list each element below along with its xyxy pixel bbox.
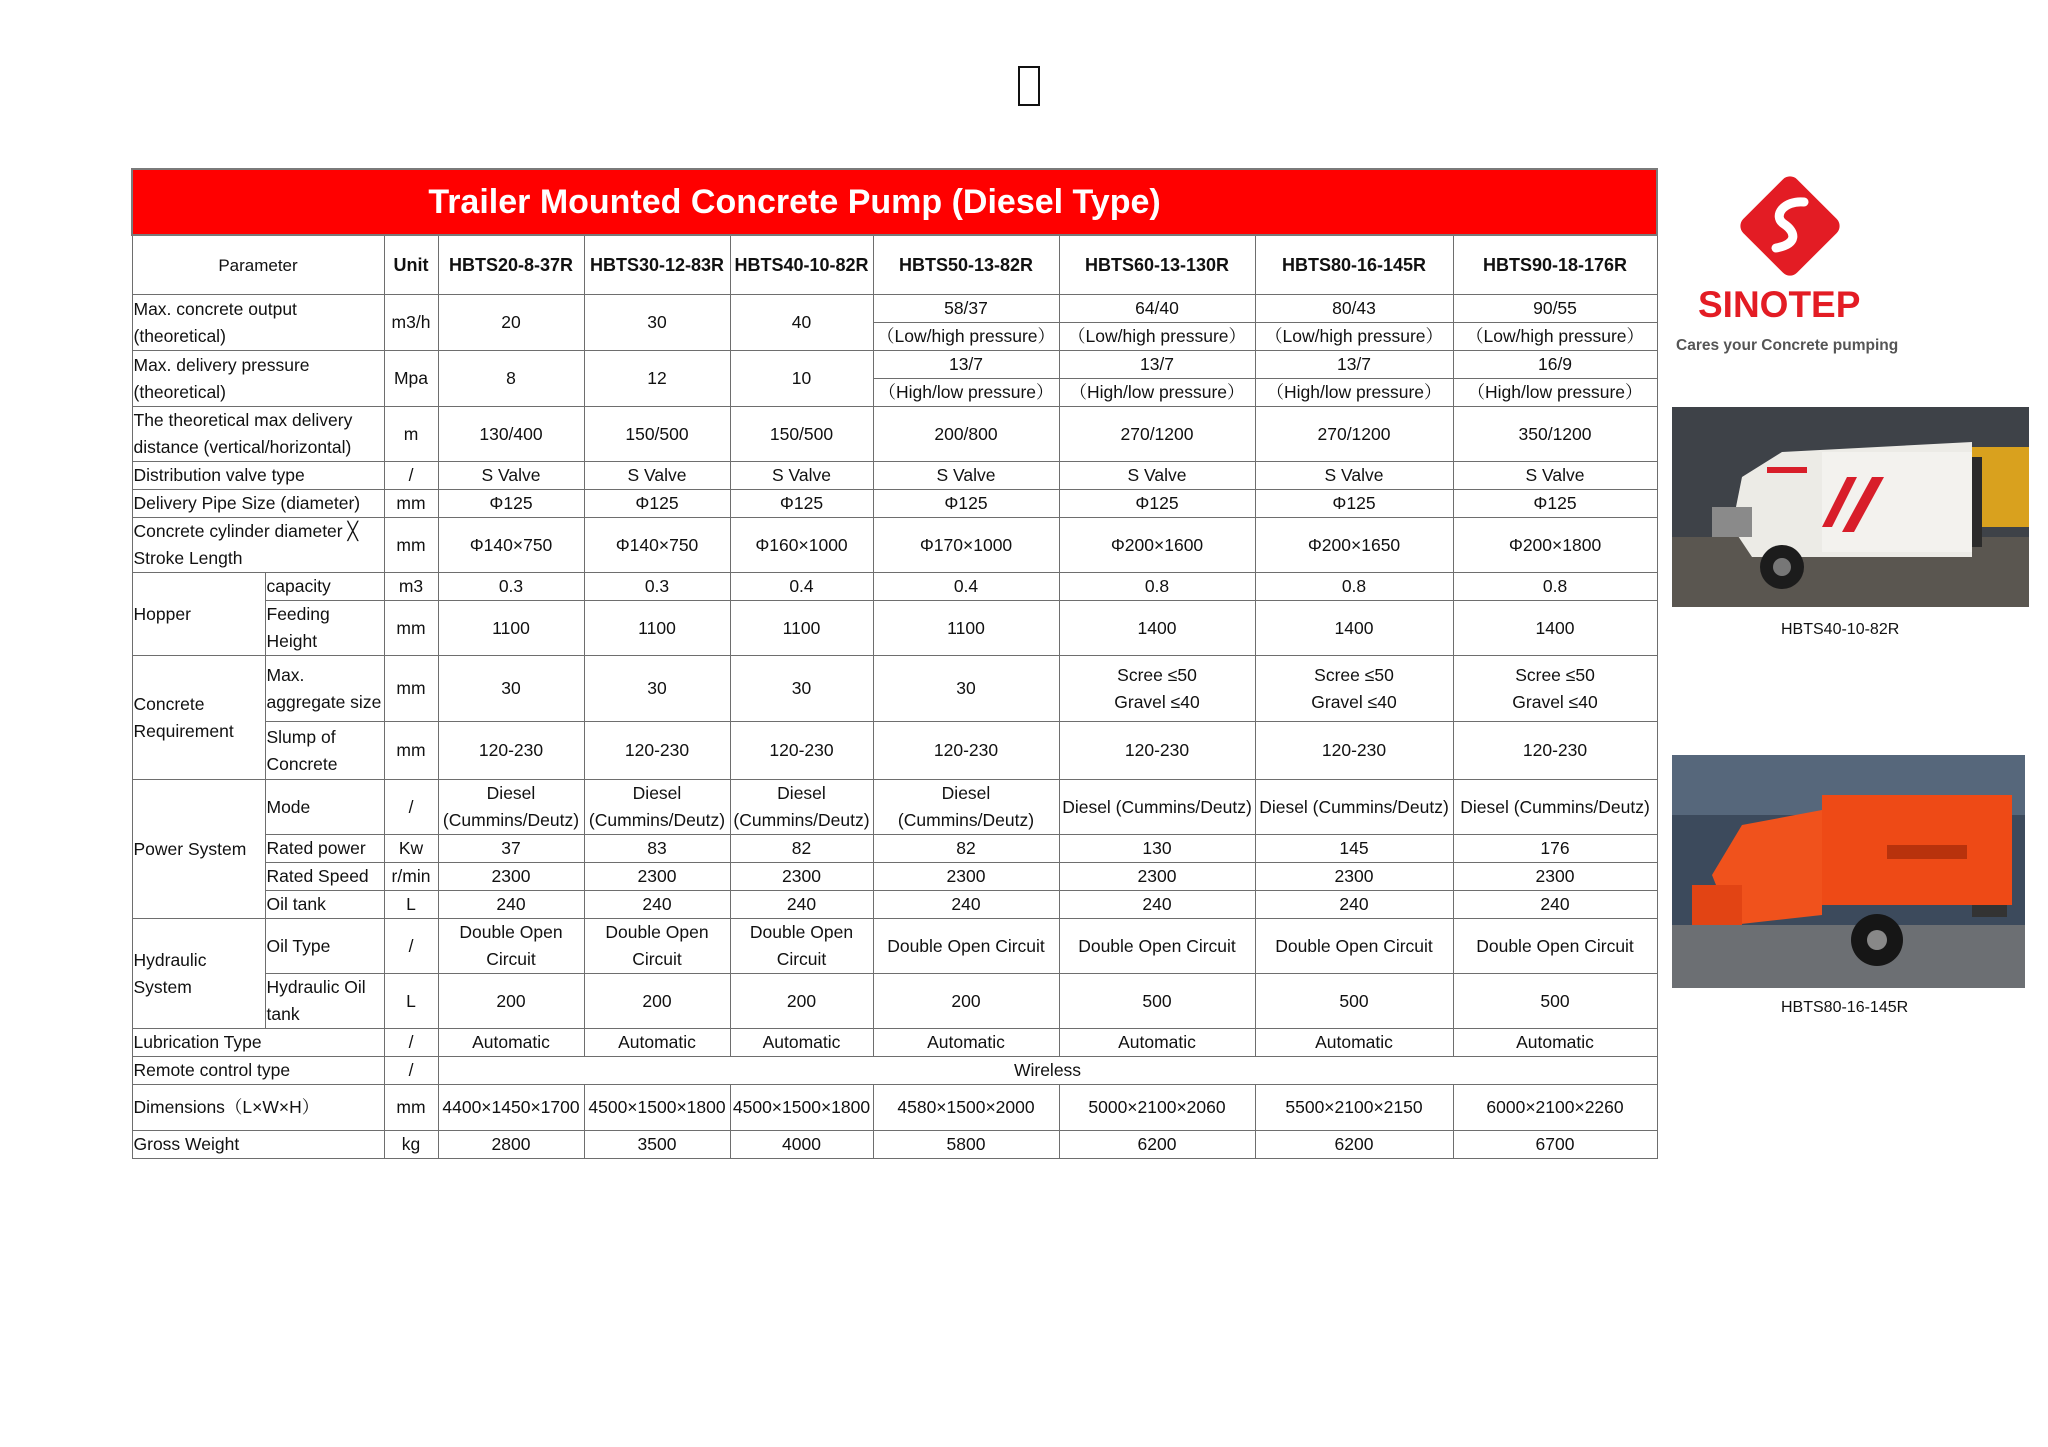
table-cell: Φ125: [438, 490, 584, 518]
table-cell: Φ170×1000: [873, 518, 1059, 573]
table-cell: 1100: [438, 601, 584, 656]
table-cell: S Valve: [730, 462, 873, 490]
table-cell: 6200: [1059, 1131, 1255, 1159]
table-cell: Diesel (Cummins/Deutz): [1255, 780, 1453, 835]
table-cell: 6000×2100×2260: [1453, 1085, 1657, 1131]
table-cell: 350/1200: [1453, 407, 1657, 462]
sinotep-logo-icon: [1672, 172, 1912, 358]
table-cell: 200: [584, 974, 730, 1029]
table-cell: 1100: [730, 601, 873, 656]
table-cell: （High/low pressure）: [1059, 379, 1255, 407]
unit-cell: /: [384, 1029, 438, 1057]
table-cell: 2300: [584, 863, 730, 891]
header-unit: Unit: [384, 235, 438, 295]
row-label: Feeding Height: [265, 601, 384, 656]
table-row: [132, 974, 1657, 1029]
table-cell: Double Open Circuit: [1453, 919, 1657, 974]
table-cell: Double Open Circuit: [1255, 919, 1453, 974]
table-cell: 2300: [1059, 863, 1255, 891]
table-cell: Φ125: [730, 490, 873, 518]
table-cell: （High/low pressure）: [873, 379, 1059, 407]
table-cell: 5500×2100×2150: [1255, 1085, 1453, 1131]
table-cell: （High/low pressure）: [1255, 379, 1453, 407]
table-cell: Diesel (Cummins/Deutz): [438, 780, 584, 835]
table-cell: 2300: [1255, 863, 1453, 891]
gravel-value: Gravel ≤40: [1512, 691, 1598, 712]
table-cell: 200: [730, 974, 873, 1029]
row-label: Oil Type: [265, 919, 384, 974]
table-cell: 58/37: [873, 295, 1059, 323]
unit-cell: m3/h: [384, 295, 438, 351]
table-cell: 30: [438, 656, 584, 722]
table-cell: 200/800: [873, 407, 1059, 462]
table-cell: （Low/high pressure）: [1059, 323, 1255, 351]
table-cell: [1255, 656, 1453, 722]
table-cell: Diesel (Cummins/Deutz): [584, 780, 730, 835]
table-cell: Automatic: [438, 1029, 584, 1057]
table-cell: 90/55: [1453, 295, 1657, 323]
table-cell: 4400×1450×1700: [438, 1085, 584, 1131]
unit-cell: mm: [384, 656, 438, 722]
table-cell: 150/500: [730, 407, 873, 462]
table-cell: 1400: [1255, 601, 1453, 656]
table-cell: 240: [438, 891, 584, 919]
table-cell: Double Open Circuit: [438, 919, 584, 974]
row-label: Oil tank: [265, 891, 384, 919]
table-cell: 64/40: [1059, 295, 1255, 323]
table-cell: 12: [584, 351, 730, 407]
table-cell: 10: [730, 351, 873, 407]
table-row: [132, 722, 1657, 780]
table-row: [132, 891, 1657, 919]
table-cell: （Low/high pressure）: [873, 323, 1059, 351]
table-cell: 1400: [1453, 601, 1657, 656]
row-label: Hydraulic Oil tank: [265, 974, 384, 1029]
table-cell: S Valve: [1059, 462, 1255, 490]
table-cell: 0.8: [1059, 573, 1255, 601]
table-cell: 120-230: [873, 722, 1059, 780]
table-cell: 13/7: [873, 351, 1059, 379]
table-cell: 500: [1255, 974, 1453, 1029]
table-cell: Φ125: [1453, 490, 1657, 518]
table-row: [132, 1057, 1657, 1085]
unit-cell: mm: [384, 490, 438, 518]
table-cell: Φ140×750: [438, 518, 584, 573]
table-cell: 130: [1059, 835, 1255, 863]
table-row: [132, 601, 1657, 656]
table-cell: 240: [1453, 891, 1657, 919]
table-cell: 120-230: [730, 722, 873, 780]
row-label: Gross Weight: [132, 1131, 384, 1159]
unit-cell: r/min: [384, 863, 438, 891]
table-cell: 8: [438, 351, 584, 407]
table-cell: 130/400: [438, 407, 584, 462]
table-cell: Automatic: [1255, 1029, 1453, 1057]
brand-name: SINOTEP: [1698, 284, 1861, 325]
unit-cell: Kw: [384, 835, 438, 863]
table-cell: 240: [584, 891, 730, 919]
row-label: Remote control type: [132, 1057, 384, 1085]
table-cell: 240: [1255, 891, 1453, 919]
table-cell: 6200: [1255, 1131, 1453, 1159]
table-cell: Φ125: [1255, 490, 1453, 518]
table-cell: 2300: [873, 863, 1059, 891]
table-cell: S Valve: [584, 462, 730, 490]
table-cell: 80/43: [1255, 295, 1453, 323]
table-cell: 3500: [584, 1131, 730, 1159]
group-label: Power System: [132, 780, 265, 919]
table-cell: 30: [730, 656, 873, 722]
table-cell: 4000: [730, 1131, 873, 1159]
scree-value: Scree ≤50: [1314, 664, 1394, 685]
row-label: Max. aggregate size: [265, 656, 384, 722]
table-cell: Diesel (Cummins/Deutz): [873, 780, 1059, 835]
table-cell: [1453, 656, 1657, 722]
table-cell: 145: [1255, 835, 1453, 863]
table-cell: Automatic: [584, 1029, 730, 1057]
table-cell: 500: [1059, 974, 1255, 1029]
table-row: [132, 351, 1657, 379]
table-row: [132, 462, 1657, 490]
table-cell: 2800: [438, 1131, 584, 1159]
table-cell: 200: [873, 974, 1059, 1029]
missing-glyph-icon: [1018, 66, 1040, 106]
table-cell: Diesel (Cummins/Deutz): [730, 780, 873, 835]
table-cell: Φ140×750: [584, 518, 730, 573]
header-model: HBTS30-12-83R: [584, 235, 730, 295]
table-cell: 0.4: [873, 573, 1059, 601]
table-row: [132, 518, 1657, 573]
table-row: [132, 407, 1657, 462]
table-cell: Φ160×1000: [730, 518, 873, 573]
table-cell: 240: [1059, 891, 1255, 919]
unit-cell: L: [384, 891, 438, 919]
brand-tagline: Cares your Concrete pumping: [1676, 337, 1899, 354]
table-row: [132, 573, 1657, 601]
table-cell: 13/7: [1255, 351, 1453, 379]
table-row: [132, 656, 1657, 722]
header-parameter: Parameter: [132, 235, 384, 295]
unit-cell: /: [384, 919, 438, 974]
trailer-pump-orange-image: [1672, 755, 2025, 988]
table-cell: 2300: [730, 863, 873, 891]
table-cell: 5000×2100×2060: [1059, 1085, 1255, 1131]
table-row: [132, 863, 1657, 891]
unit-cell: m: [384, 407, 438, 462]
table-cell: 500: [1453, 974, 1657, 1029]
table-cell: Φ200×1600: [1059, 518, 1255, 573]
unit-cell: /: [384, 780, 438, 835]
table-cell: 2300: [1453, 863, 1657, 891]
table-cell: [1059, 656, 1255, 722]
table-cell: S Valve: [1255, 462, 1453, 490]
table-cell: 20: [438, 295, 584, 351]
table-row: [132, 295, 1657, 323]
table-cell: 0.3: [584, 573, 730, 601]
unit-cell: L: [384, 974, 438, 1029]
row-label: Dimensions（L×W×H）: [132, 1085, 384, 1131]
row-label: Rated Speed: [265, 863, 384, 891]
table-cell: S Valve: [873, 462, 1059, 490]
table-cell: 120-230: [1255, 722, 1453, 780]
table-cell: 13/7: [1059, 351, 1255, 379]
row-label: Max. delivery pressure (theoretical): [132, 351, 384, 407]
table-cell: Double Open Circuit: [584, 919, 730, 974]
table-cell: 30: [584, 656, 730, 722]
header-model: HBTS90-18-176R: [1453, 235, 1657, 295]
table-cell: Φ200×1800: [1453, 518, 1657, 573]
table-cell: Double Open Circuit: [730, 919, 873, 974]
table-cell: 4580×1500×2000: [873, 1085, 1059, 1131]
table-cell: 1400: [1059, 601, 1255, 656]
table-cell: 30: [584, 295, 730, 351]
table-cell: Automatic: [873, 1029, 1059, 1057]
table-cell: Φ125: [1059, 490, 1255, 518]
table-cell: Automatic: [1059, 1029, 1255, 1057]
table-row: [132, 1085, 1657, 1131]
table-cell: 120-230: [438, 722, 584, 780]
table-cell: Φ125: [584, 490, 730, 518]
photo-caption: HBTS80-16-145R: [1781, 999, 1909, 1016]
unit-cell: mm: [384, 601, 438, 656]
table-cell: 16/9: [1453, 351, 1657, 379]
unit-cell: /: [384, 1057, 438, 1085]
table-cell: 0.3: [438, 573, 584, 601]
table-cell: 5800: [873, 1131, 1059, 1159]
unit-cell: kg: [384, 1131, 438, 1159]
table-row: [132, 490, 1657, 518]
row-label: Mode: [265, 780, 384, 835]
product-photo-hbts80: [1672, 755, 2025, 988]
row-label: Delivery Pipe Size (diameter): [132, 490, 384, 518]
table-cell: 150/500: [584, 407, 730, 462]
table-cell: Φ200×1650: [1255, 518, 1453, 573]
unit-cell: mm: [384, 722, 438, 780]
table-cell: 0.8: [1453, 573, 1657, 601]
table-cell: 120-230: [1059, 722, 1255, 780]
table-cell: S Valve: [1453, 462, 1657, 490]
header-model: HBTS60-13-130R: [1059, 235, 1255, 295]
table-cell: Diesel (Cummins/Deutz): [1059, 780, 1255, 835]
unit-cell: /: [384, 462, 438, 490]
row-label: Distribution valve type: [132, 462, 384, 490]
table-row: [132, 1029, 1657, 1057]
table-cell: 270/1200: [1255, 407, 1453, 462]
scree-value: Scree ≤50: [1515, 664, 1595, 685]
unit-cell: Mpa: [384, 351, 438, 407]
table-row: [132, 780, 1657, 835]
table-cell: 40: [730, 295, 873, 351]
table-cell: 2300: [438, 863, 584, 891]
table-cell: 120-230: [584, 722, 730, 780]
row-label: Max. concrete output (theoretical): [132, 295, 384, 351]
table-cell: 0.4: [730, 573, 873, 601]
table-cell: 0.8: [1255, 573, 1453, 601]
header-model: HBTS80-16-145R: [1255, 235, 1453, 295]
table-cell: 4500×1500×1800: [730, 1085, 873, 1131]
row-label: Slump of Concrete: [265, 722, 384, 780]
row-label: Rated power: [265, 835, 384, 863]
row-label: The theoretical max delivery distance (vertical/horizontal): [132, 407, 384, 462]
spec-table: [131, 168, 1658, 1159]
group-label: Hopper: [132, 573, 265, 656]
table-cell: （Low/high pressure）: [1453, 323, 1657, 351]
gravel-value: Gravel ≤40: [1311, 691, 1397, 712]
table-cell: 1100: [873, 601, 1059, 656]
table-row: [132, 835, 1657, 863]
table-header-row: [132, 235, 1657, 295]
table-row: [132, 1131, 1657, 1159]
row-label: capacity: [265, 573, 384, 601]
table-cell: S Valve: [438, 462, 584, 490]
row-label: Lubrication Type: [132, 1029, 384, 1057]
table-cell: 82: [730, 835, 873, 863]
row-label: Concrete cylinder diameter ╳ Stroke Length: [132, 518, 384, 573]
unit-cell: mm: [384, 1085, 438, 1131]
table-cell: （High/low pressure）: [1453, 379, 1657, 407]
table-cell: 6700: [1453, 1131, 1657, 1159]
product-photo-hbts40: [1672, 407, 2029, 607]
photo-caption: HBTS40-10-82R: [1781, 621, 1900, 638]
table-cell: 270/1200: [1059, 407, 1255, 462]
header-model: HBTS50-13-82R: [873, 235, 1059, 295]
table-cell: 240: [873, 891, 1059, 919]
table-cell: Double Open Circuit: [1059, 919, 1255, 974]
header-model: HBTS20-8-37R: [438, 235, 584, 295]
unit-cell: m3: [384, 573, 438, 601]
table-cell: 4500×1500×1800: [584, 1085, 730, 1131]
table-cell: 176: [1453, 835, 1657, 863]
table-cell: 120-230: [1453, 722, 1657, 780]
table-cell: 83: [584, 835, 730, 863]
table-cell: 240: [730, 891, 873, 919]
header-model: HBTS40-10-82R: [730, 235, 873, 295]
table-cell: 1100: [584, 601, 730, 656]
table-cell: Diesel (Cummins/Deutz): [1453, 780, 1657, 835]
table-cell: 37: [438, 835, 584, 863]
table-cell: 30: [873, 656, 1059, 722]
scree-value: Scree ≤50: [1117, 664, 1197, 685]
table-cell: Automatic: [730, 1029, 873, 1057]
gravel-value: Gravel ≤40: [1114, 691, 1200, 712]
table-cell: 82: [873, 835, 1059, 863]
table-cell: 200: [438, 974, 584, 1029]
table-cell: Wireless: [438, 1057, 1657, 1085]
group-label: Concrete Requirement: [132, 656, 265, 780]
table-cell: Φ125: [873, 490, 1059, 518]
trailer-pump-white-image: [1672, 407, 2029, 607]
table-cell: （Low/high pressure）: [1255, 323, 1453, 351]
table-row: [132, 919, 1657, 974]
unit-cell: mm: [384, 518, 438, 573]
table-cell: Automatic: [1453, 1029, 1657, 1057]
table-title: Trailer Mounted Concrete Pump (Diesel Type): [132, 169, 1657, 235]
table-cell: Double Open Circuit: [873, 919, 1059, 974]
group-label: Hydraulic System: [132, 919, 265, 1029]
